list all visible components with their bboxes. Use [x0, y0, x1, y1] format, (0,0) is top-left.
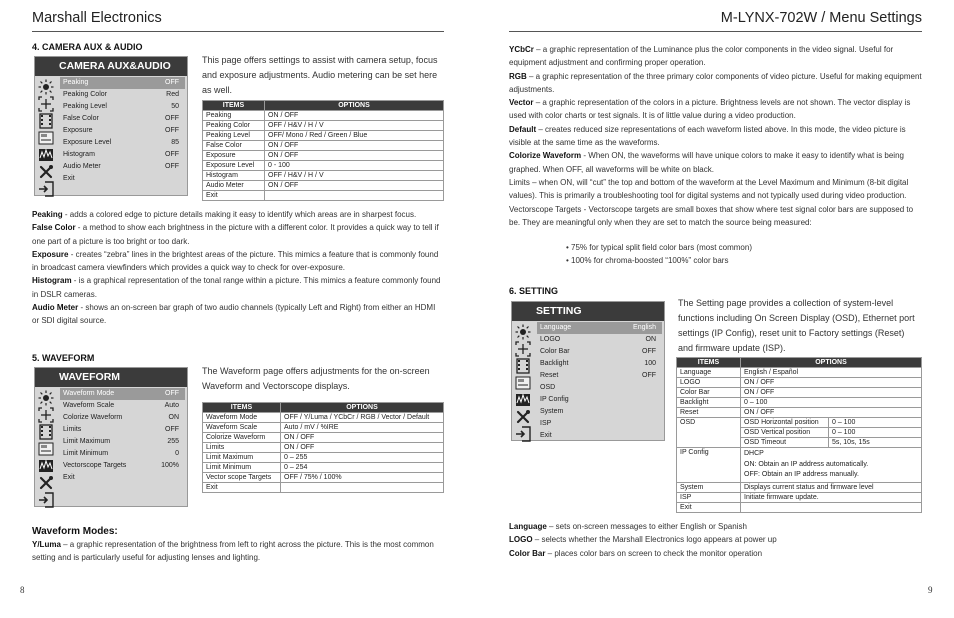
description-term: Exposure	[32, 249, 69, 259]
description-paragraph	[509, 149, 922, 176]
description-paragraph	[509, 520, 922, 533]
table-row	[203, 191, 444, 201]
brightness-icon	[38, 390, 55, 407]
table-cell: ON / OFF	[281, 433, 444, 443]
setting-intro: The Setting page provides a collection of system-level functions including On Screen Display (OSD), Ethernet port settings (IP Config), reset unit to Factory settings (Reset) and firmware update (ISP).	[678, 298, 915, 353]
description-term: Peaking	[32, 210, 63, 219]
table-cell: ON / OFF	[265, 181, 444, 191]
menu-row	[60, 412, 185, 424]
menu-row-label: OSD	[540, 384, 556, 391]
menu-row	[60, 101, 185, 113]
menu-row	[60, 161, 185, 173]
table-cell	[741, 448, 922, 483]
description-paragraph	[509, 176, 922, 203]
table-cell: Exit	[203, 191, 265, 201]
table-cell: 0 - 100	[265, 161, 444, 171]
menu-row	[60, 424, 185, 436]
menu-row	[60, 472, 185, 484]
menu-row-label: False Color	[63, 115, 99, 122]
ip-config-line: ON: Obtain an IP address automatically.	[744, 460, 869, 468]
table-cell: Limit Minimum	[203, 463, 281, 473]
description-text: – a graphic representation of the three primary color components of video picture. Useful for making equipment adjustments.	[509, 71, 922, 94]
table-cell: Exposure	[203, 151, 265, 161]
table-cell: 0 – 100	[829, 418, 922, 428]
description-term: Color Bar	[509, 548, 546, 558]
menu-row-value: OFF	[165, 163, 179, 170]
table-cell: Peaking Color	[203, 121, 265, 131]
bullet-item	[566, 243, 752, 252]
description-term: LOGO	[509, 535, 533, 545]
bullet-text: 75% for typical split field color bars (most common)	[571, 243, 752, 252]
description-paragraph	[32, 274, 444, 301]
tools-icon	[38, 164, 55, 181]
menu-row	[537, 322, 662, 334]
table-row	[203, 423, 444, 433]
table-cell: 5s, 10s, 15s	[829, 438, 922, 448]
table-cell: English / Español	[741, 368, 922, 378]
menu-title: WAVEFORM	[35, 368, 187, 387]
bullet-text: 100% for chroma-boosted “100%” color bars	[571, 256, 729, 265]
description-text: - is a graphical representation of the tonal range within a picture. This mimics a feature commonly found in DSLR cameras.	[32, 276, 441, 299]
setting-section-heading: 6. SETTING	[509, 286, 559, 296]
table-cell: Audio Meter	[203, 181, 265, 191]
bullet-item	[566, 256, 728, 265]
description-term: RGB	[509, 71, 527, 81]
menu-row-value: OFF	[165, 127, 179, 134]
table-row	[203, 161, 444, 171]
menu-row	[537, 346, 662, 358]
menu-row	[537, 394, 662, 406]
table-cell: Peaking Level	[203, 131, 265, 141]
ip-config-line: OFF: Obtain an IP address manually.	[744, 471, 859, 478]
exit-door-icon	[515, 426, 532, 443]
menu-row-value: OFF	[642, 348, 656, 355]
menu-row-label: LOGO	[540, 336, 561, 343]
options-header: OPTIONS	[741, 358, 922, 368]
film-strip-icon	[38, 424, 55, 441]
table-cell: Color Bar	[677, 388, 741, 398]
menu-icon-column	[35, 76, 59, 195]
description-term: Y/Luma	[32, 540, 61, 549]
table-cell: Histogram	[203, 171, 265, 181]
tools-icon	[515, 409, 532, 426]
menu-row-value: 100	[644, 360, 656, 367]
table-row	[203, 141, 444, 151]
description-paragraph	[509, 203, 922, 230]
options-header: OPTIONS	[281, 403, 444, 413]
display-icon	[38, 130, 55, 147]
focus-assist-icon	[38, 96, 55, 113]
menu-row-label: Colorize Waveform	[63, 414, 123, 421]
description-text: - a method to show each brightness in the picture with a different color. It provides a quick way to tell if one part of a picture is too bright or too dark.	[32, 223, 439, 246]
table-cell: 0 – 100	[741, 398, 922, 408]
table-cell: Displays current status and firmware level	[741, 482, 922, 492]
setting-menu-screenshot	[511, 301, 665, 441]
description-text: – a graphic representation of the colors in a picture. Brightness levels are not shown. The vector display is used with color charts or test signals. It is of little value during a video production.	[509, 98, 911, 121]
table-cell: Exposure Level	[203, 161, 265, 171]
menu-row-value: Red	[166, 91, 179, 98]
table-row	[203, 171, 444, 181]
waveform-icon	[38, 458, 55, 475]
waveform-options-table	[202, 402, 444, 493]
table-cell	[741, 502, 922, 512]
ip-config-line: DHCP	[744, 450, 764, 457]
menu-row-value: OFF	[165, 115, 179, 122]
menu-row	[537, 406, 662, 418]
waveform-mode-descriptions	[509, 43, 922, 229]
table-cell: Peaking	[203, 111, 265, 121]
description-term: Default	[509, 124, 537, 134]
film-strip-icon	[515, 358, 532, 375]
menu-row	[60, 149, 185, 161]
table-cell	[281, 483, 444, 493]
menu-row-label: Limit Minimum	[63, 450, 109, 457]
table-cell: Auto / mV / %IRE	[281, 423, 444, 433]
menu-row-label: Backlight	[540, 360, 569, 367]
exit-door-icon	[38, 492, 55, 509]
table-cell: ON / OFF	[281, 443, 444, 453]
table-row	[203, 453, 444, 463]
description-paragraph	[32, 248, 444, 275]
waveform-menu-screenshot	[34, 367, 188, 507]
right-title-rule	[509, 31, 922, 32]
setting-options-table	[676, 357, 922, 513]
table-cell: Limit Maximum	[203, 453, 281, 463]
table-cell: ON / OFF	[265, 141, 444, 151]
description-paragraph	[509, 43, 922, 70]
table-row	[677, 398, 922, 408]
menu-row-value: English	[633, 324, 656, 331]
menu-title: CAMERA AUX&AUDIO	[35, 57, 187, 76]
table-cell: ON / OFF	[265, 111, 444, 121]
table-cell: System	[677, 482, 741, 492]
camera-descriptions	[32, 208, 444, 328]
table-cell: Exit	[203, 483, 281, 493]
right-page-number: 9	[928, 585, 933, 595]
description-paragraph	[509, 533, 922, 546]
table-cell: 0 – 254	[281, 463, 444, 473]
table-cell: Reset	[677, 408, 741, 418]
table-cell: Initiate firmware update.	[741, 492, 922, 502]
table-cell: ISP	[677, 492, 741, 502]
menu-row-value: OFF	[165, 79, 179, 86]
table-cell: 0 – 100	[829, 428, 922, 438]
table-row	[203, 483, 444, 493]
table-cell: OFF/ Mono / Red / Green / Blue	[265, 131, 444, 141]
setting-descriptions	[509, 520, 922, 560]
table-row	[677, 378, 922, 388]
description-term: Colorize Waveform	[509, 151, 582, 161]
menu-row-value: OFF	[165, 426, 179, 433]
table-cell: OSD	[677, 418, 741, 448]
table-row	[203, 121, 444, 131]
table-cell: IP Config	[677, 448, 741, 483]
table-row	[203, 131, 444, 141]
table-cell: OSD Vertical position	[741, 428, 829, 438]
menu-row-value: OFF	[165, 151, 179, 158]
menu-row-value: 50	[171, 103, 179, 110]
description-paragraph	[32, 208, 444, 221]
menu-title: SETTING	[512, 302, 664, 321]
brightness-icon	[515, 324, 532, 341]
table-row	[203, 111, 444, 121]
description-text: - creates “zebra” lines in the brightest areas of the picture. This mimics a feature that is commonly found in broadcast camera viewfinders which provides a quick way to check for over-exposure.	[32, 249, 439, 273]
tools-icon	[38, 475, 55, 492]
menu-row	[60, 400, 185, 412]
waveform-icon	[38, 147, 55, 164]
menu-row-value: ON	[645, 336, 656, 343]
menu-row	[537, 418, 662, 430]
display-icon	[515, 375, 532, 392]
left-page-title: Marshall Electronics	[32, 10, 162, 26]
description-term: YCbCr	[509, 45, 534, 54]
focus-assist-icon	[515, 341, 532, 358]
table-row	[203, 181, 444, 191]
table-row	[677, 502, 922, 512]
table-cell: Waveform Mode	[203, 413, 281, 423]
menu-row	[60, 173, 185, 185]
description-text: - shows an on-screen bar graph of two audio channels (typically Left and Right) from either an HDMI or SDI digital source.	[32, 303, 436, 326]
items-header: ITEMS	[203, 403, 281, 413]
table-cell: ON / OFF	[265, 151, 444, 161]
menu-row-value: 85	[171, 139, 179, 146]
options-header: OPTIONS	[265, 101, 444, 111]
table-row	[677, 482, 922, 492]
waveform-modes-heading: Waveform Modes:	[32, 526, 118, 537]
menu-row-label: IP Config	[540, 396, 569, 403]
items-header: ITEMS	[203, 101, 265, 111]
table-cell: ON / OFF	[741, 388, 922, 398]
table-cell: Backlight	[677, 398, 741, 408]
waveform-intro: The Waveform page offers adjustments for the on-screen Waveform and Vectorscope displays.	[202, 366, 430, 391]
menu-row	[60, 77, 185, 89]
description-paragraph	[509, 96, 922, 123]
description-term: Histogram	[32, 276, 72, 286]
left-title-rule	[32, 31, 444, 32]
bullet-dot: •	[566, 256, 572, 265]
menu-row-label: Exposure Level	[63, 139, 112, 146]
table-row	[203, 433, 444, 443]
description-paragraph	[32, 538, 444, 565]
menu-row-label: Waveform Mode	[63, 390, 115, 397]
menu-row-value: OFF	[165, 390, 179, 397]
table-cell: Language	[677, 368, 741, 378]
menu-row-label: Peaking Level	[63, 103, 107, 110]
description-text: - adds a colored edge to picture details making it easy to identify which areas are in sharpest focus.	[62, 210, 417, 219]
menu-row-label: Exit	[63, 474, 75, 481]
table-cell: Limits	[203, 443, 281, 453]
menu-row-label: Exposure	[63, 127, 93, 134]
table-row	[677, 368, 922, 378]
description-text: – creates reduced size representations of each waveform listed above. In this mode, the video picture is visible at the same time as the waveforms.	[509, 124, 906, 148]
description-text: – a graphic representation of the Luminance plus the color components in the video signal. Useful for equipment adjustment and confirming proper operation.	[509, 45, 894, 68]
table-cell: Waveform Scale	[203, 423, 281, 433]
exit-door-icon	[38, 181, 55, 198]
focus-assist-icon	[38, 407, 55, 424]
description-paragraph	[509, 547, 922, 560]
menu-row-value: Auto	[164, 402, 179, 409]
description-paragraph	[32, 221, 444, 248]
description-term: Language	[509, 522, 547, 531]
table-cell: OSD Timeout	[741, 438, 829, 448]
description-term: Vector	[509, 98, 534, 108]
menu-row-value: 255	[167, 438, 179, 445]
left-page-number: 8	[20, 585, 25, 595]
description-text: – places color bars on screen to check the monitor operation	[545, 548, 763, 558]
table-row	[203, 151, 444, 161]
table-cell: OFF / H&V / H / V	[265, 171, 444, 181]
menu-row	[537, 334, 662, 346]
menu-row-value: 0	[175, 450, 179, 457]
table-cell: False Color	[203, 141, 265, 151]
film-strip-icon	[38, 113, 55, 130]
menu-row-value: 100%	[161, 462, 179, 469]
description-text: – a graphic representation of the brightness from left to right across the picture. This is the most common setting and is particularly useful for adjusting lenses and lighting.	[32, 540, 434, 563]
menu-row	[537, 370, 662, 382]
bullet-dot: •	[566, 243, 572, 252]
menu-row-label: Exit	[540, 432, 552, 439]
menu-row	[60, 137, 185, 149]
table-cell: LOGO	[677, 378, 741, 388]
menu-row	[60, 113, 185, 125]
table-cell: Exit	[677, 502, 741, 512]
table-row	[203, 463, 444, 473]
table-row	[203, 443, 444, 453]
table-row	[203, 413, 444, 423]
menu-row	[60, 125, 185, 137]
table-row	[203, 473, 444, 483]
description-paragraph	[509, 123, 922, 150]
menu-row	[537, 430, 662, 442]
table-cell: OFF / H&V / H / V	[265, 121, 444, 131]
menu-row-label: Exit	[63, 175, 75, 182]
menu-row-label: Vectorscope Targets	[63, 462, 127, 469]
description-paragraph	[32, 301, 444, 328]
description-text: – sets on-screen messages to either English or Spanish	[546, 522, 747, 531]
table-cell: ON / OFF	[741, 378, 922, 388]
menu-row-label: Color Bar	[540, 348, 570, 355]
menu-row-label: Language	[540, 324, 572, 331]
table-cell: Vector scope Targets	[203, 473, 281, 483]
menu-row	[60, 436, 185, 448]
menu-row	[60, 89, 185, 101]
table-row	[677, 408, 922, 418]
description-text: Vectorscope Targets - Vectorscope targets are small boxes that show where test signal color bars are supposed to be. They are meaningful only when they are set to match the source being measured:	[509, 204, 914, 227]
items-header: ITEMS	[677, 358, 741, 368]
waveform-icon	[515, 392, 532, 409]
description-paragraph	[509, 70, 922, 97]
table-cell: OSD Horizontal position	[741, 418, 829, 428]
menu-row-label: Limits	[63, 426, 82, 433]
menu-row-label: Peaking Color	[63, 91, 107, 98]
menu-row-label: System	[540, 408, 564, 415]
camera-section-heading: 4. CAMERA AUX & AUDIO	[32, 42, 143, 52]
menu-row	[60, 460, 185, 472]
table-cell: OFF / 75% / 100%	[281, 473, 444, 483]
menu-row	[60, 448, 185, 460]
table-cell: 0 – 255	[281, 453, 444, 463]
table-row	[677, 418, 922, 428]
menu-row-label: Waveform Scale	[63, 402, 115, 409]
table-cell: OFF / Y/Luma / YCbCr / RGB / Vector / Default	[281, 413, 444, 423]
menu-row	[60, 388, 185, 400]
table-row	[677, 448, 922, 483]
menu-row-label: Limit Maximum	[63, 438, 111, 445]
right-page-title: M-LYNX-702W / Menu Settings	[720, 10, 922, 26]
menu-icon-column	[512, 321, 536, 440]
menu-row-value: ON	[168, 414, 179, 421]
menu-row	[537, 358, 662, 370]
camera-menu-screenshot	[34, 56, 188, 196]
camera-intro: This page offers settings to assist with camera setup, focus and exposure adjustments. Audio metering can be set here as well.	[202, 55, 438, 95]
waveform-modes-descriptions	[32, 538, 444, 565]
menu-row-label: Peaking	[63, 79, 89, 86]
menu-row	[537, 382, 662, 394]
waveform-section-heading: 5. WAVEFORM	[32, 353, 95, 363]
camera-options-table	[202, 100, 444, 201]
description-term: Audio Meter	[32, 303, 79, 313]
description-text: – selects whether the Marshall Electronics logo appears at power up	[532, 535, 777, 545]
table-row	[677, 492, 922, 502]
menu-row-label: Audio Meter	[63, 163, 101, 170]
table-cell: Colorize Waveform	[203, 433, 281, 443]
menu-row-label: Histogram	[63, 151, 95, 158]
table-row	[677, 388, 922, 398]
brightness-icon	[38, 79, 55, 96]
menu-row-label: ISP	[540, 420, 552, 427]
menu-row-label: Reset	[540, 372, 559, 379]
description-text: - When ON, the waveforms will have unique colors to make it easy to identify what is being graphed. When OFF, all waveforms will be white on black.	[509, 151, 904, 174]
description-text: Limits – when ON, will “cut” the top and bottom of the waveform at the Level Maximum and Minimum (8-bit digital values). This is primarily a troubleshooting tool for digital systems and not typically used during video production.	[509, 177, 909, 201]
display-icon	[38, 441, 55, 458]
table-cell	[265, 191, 444, 201]
menu-row-value: OFF	[642, 372, 656, 379]
table-cell: ON / OFF	[741, 408, 922, 418]
menu-icon-column	[35, 387, 59, 506]
description-term: False Color	[32, 223, 76, 233]
